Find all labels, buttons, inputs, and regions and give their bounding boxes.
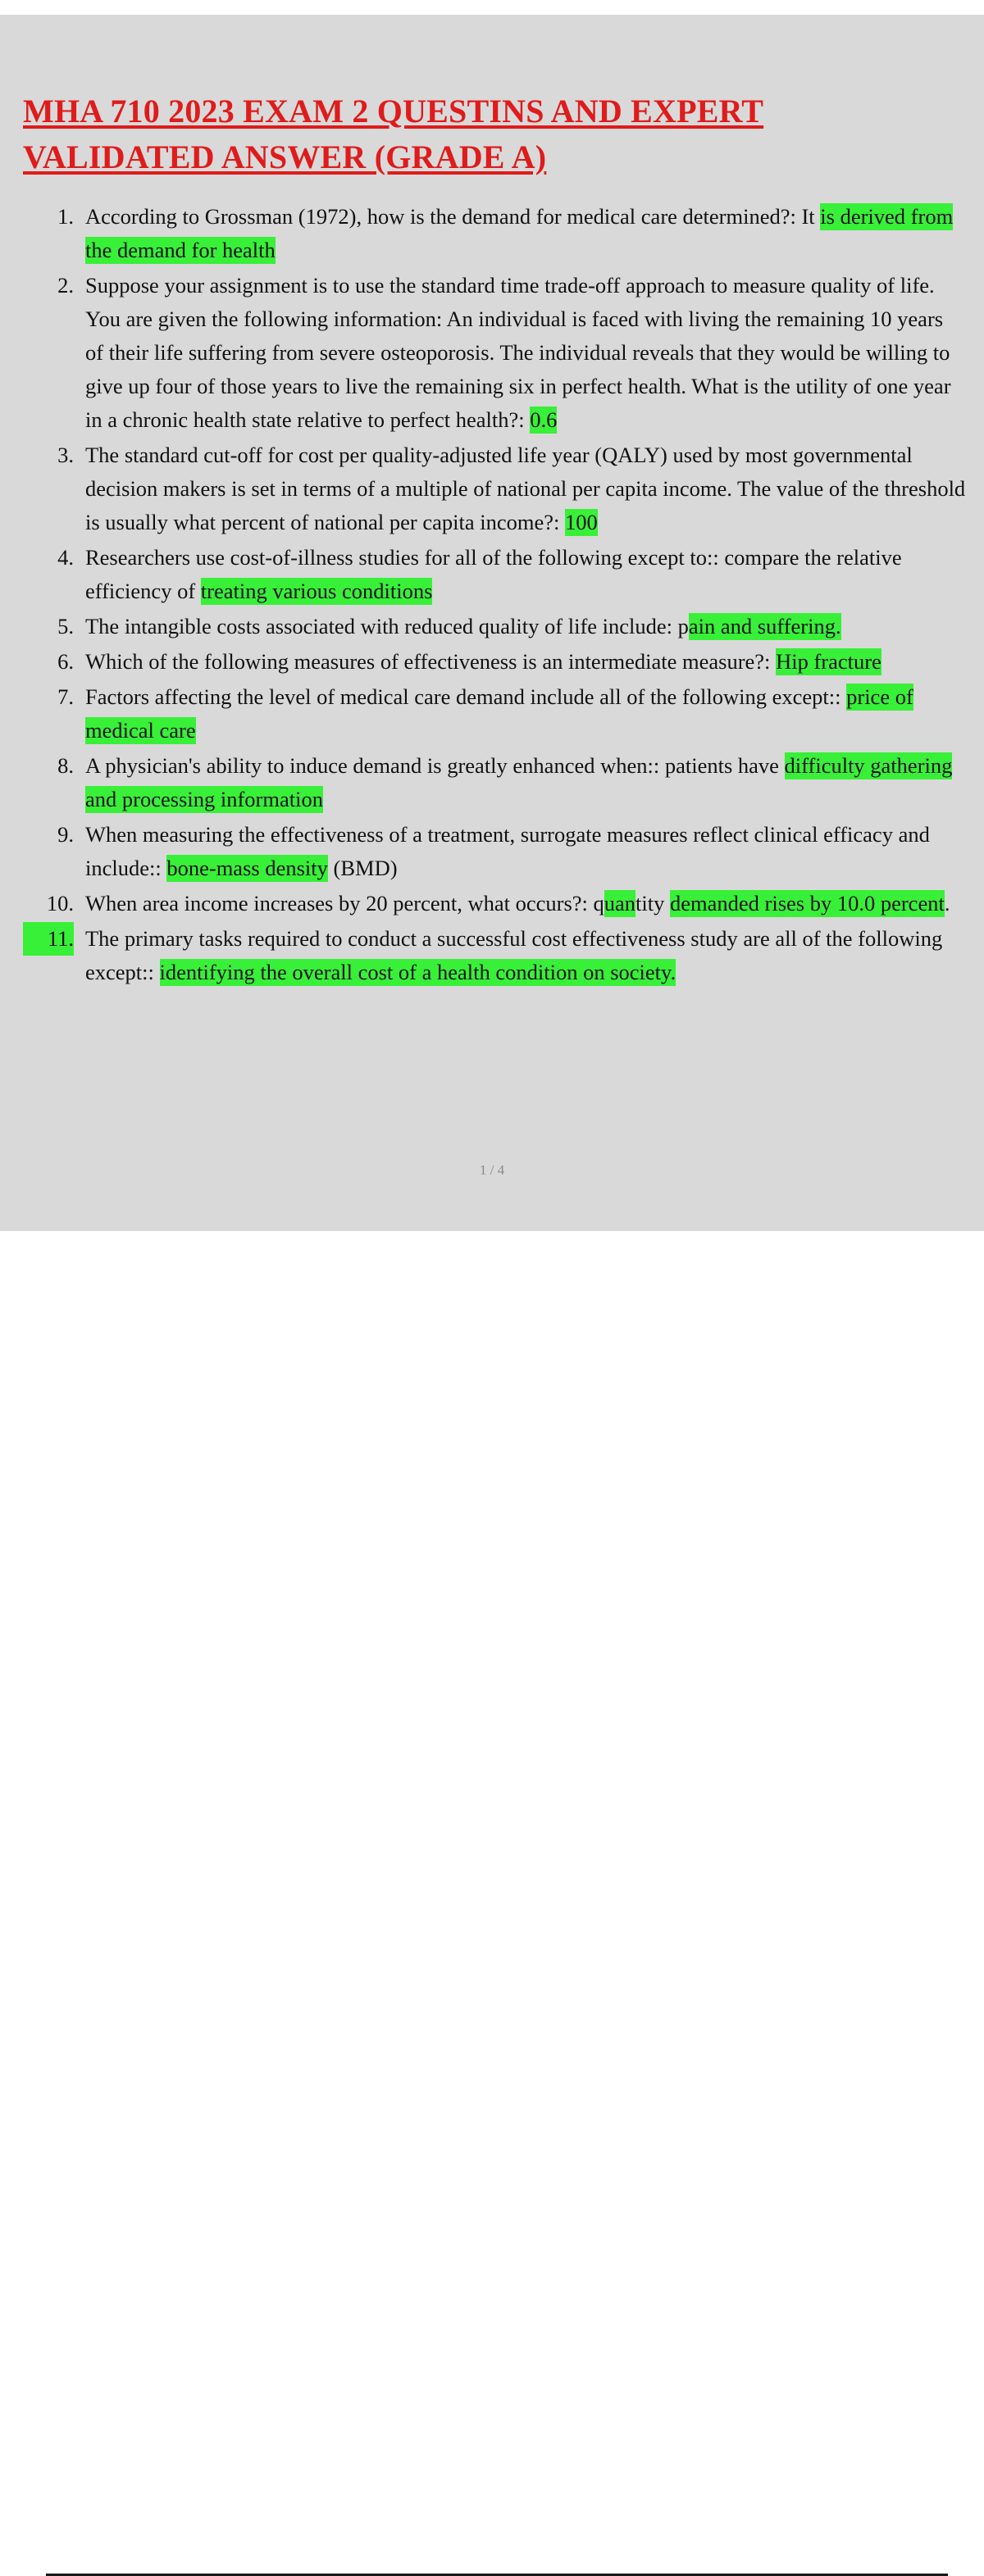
document-sheet xyxy=(0,15,984,1231)
page-title: MHA 710 2023 EXAM 2 QUESTINS AND EXPERT VALIDATED ANSWER (GRADE A) xyxy=(23,93,764,175)
question-text: When area income increases by 20 percent, what occurs?: q xyxy=(85,891,604,915)
question-item xyxy=(23,922,966,989)
question-text: Suppose your assignment is to use the standard time trade-off approach to measure quality of life. You are given the following information: An individual is faced with living the remaining 10 years of their life suffering from severe osteoporosis. The individual reveals that they would be willing to give up four of those years to live the remaining six in perfect health. What is the utility of one year in a chronic health state relative to perfect health?: xyxy=(85,273,951,432)
highlighted-answer-text: treating various conditions xyxy=(200,579,433,603)
question-text: The standard cut-off for cost per quality-adjusted life year (QALY) used by most governmental decision makers is set in terms of a multiple of national per capita income. The value of the threshold is usually what percent of national per capita income?: xyxy=(85,443,966,534)
highlighted-answer-text: demanded rises by 10.0 percent xyxy=(670,891,945,915)
highlighted-answer-text: price of medical care xyxy=(85,684,913,743)
highlighted-answer-text: bone-mass density xyxy=(166,856,328,880)
question-item xyxy=(23,610,966,643)
question-item xyxy=(23,818,966,885)
question-text: When measuring the effectiveness of a treatment, surrogate measures reflect clinical efficacy and include:: xyxy=(85,822,930,880)
highlighted-answer-text: uan xyxy=(604,891,636,915)
question-text: . xyxy=(944,891,950,915)
question-item xyxy=(23,680,966,747)
question-item xyxy=(23,887,966,920)
highlighted-answer-text: is derived from the demand for health xyxy=(85,204,954,262)
highlighted-answer-text: 0.6 xyxy=(530,407,558,432)
next-page-strip xyxy=(0,1231,984,1393)
question-text: The primary tasks required to conduct a successful cost effectiveness study are all of the following except:: xyxy=(85,926,943,984)
question-text: Factors affecting the level of medical care demand include all of the following except:: xyxy=(85,684,847,709)
question-text: A physician's ability to induce demand is greatly enhanced when:: patients have xyxy=(85,753,785,778)
question-text: The intangible costs associated with reduced quality of life include: p xyxy=(85,614,689,638)
question-text: (BMD) xyxy=(327,856,398,880)
question-text: Which of the following measures of effectiveness is an intermediate measure?: xyxy=(85,649,777,674)
question-item xyxy=(23,541,966,608)
question-text: According to Grossman (1972), how is the demand for medical care determined?: It xyxy=(85,204,821,229)
highlighted-answer-text: identifying the overall cost of a health condition on society. xyxy=(159,960,676,984)
question-item xyxy=(23,200,966,267)
page-number: 1 / 4 xyxy=(479,1162,505,1178)
question-text: tity xyxy=(636,891,670,915)
highlighted-answer-text: 100 xyxy=(565,510,598,534)
question-text: Researchers use cost-of-illness studies for all of the following except to:: compare the relative efficiency of xyxy=(85,545,902,603)
question-item xyxy=(23,645,966,679)
document-body xyxy=(23,89,966,991)
question-item xyxy=(23,749,966,816)
highlighted-answer-text: difficulty gathering and processing information xyxy=(85,753,953,811)
question-list xyxy=(23,200,966,989)
highlighted-answer-text: Hip fracture xyxy=(776,649,882,674)
highlighted-answer-text: ain and suffering. xyxy=(688,614,841,638)
question-item xyxy=(23,438,966,539)
question-item xyxy=(23,269,966,437)
